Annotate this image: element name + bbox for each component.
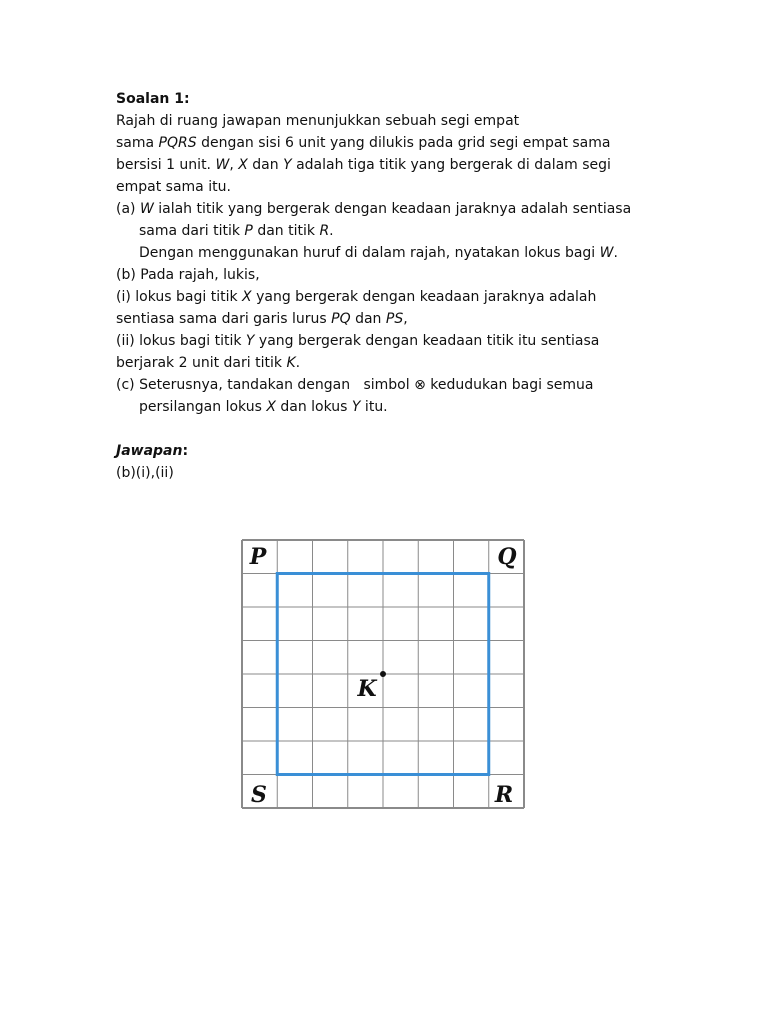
part-a-line-3: Dengan menggunakan huruf di dalam rajah, nyatakan lokus bagi W. [139,245,618,261]
part-b-ii-line-1: (ii) lokus bagi titik Y yang bergerak dengan keadaan titik itu sentiasa [116,333,600,349]
part-b-i-line-2: sentiasa sama dari garis lurus PQ dan PS, [116,311,408,327]
part-b-ii-line-2: berjarak 2 unit dari titik K. [116,355,301,371]
label-p: P [249,544,267,570]
label-r: R [494,782,514,808]
part-a-line-1: (a) W ialah titik yang bergerak dengan keadaan jaraknya adalah sentiasa [116,201,632,217]
label-k: K [357,676,377,702]
square-grid-diagram [241,539,525,809]
part-c-line-1: (c) Seterusnya, tandakan dengan simbol ⊗ kedudukan bagi semua [116,377,594,393]
point-k [380,671,386,677]
label-q: Q [497,544,517,570]
part-b-i-line-1: (i) lokus bagi titik X yang bergerak dengan keadaan jaraknya adalah [116,289,597,305]
intro-line-2: sama PQRS dengan sisi 6 unit yang dilukis pada grid segi empat sama [116,135,611,151]
part-c-line-2: persilangan lokus X dan lokus Y itu. [139,399,388,415]
intro-line-1: Rajah di ruang jawapan menunjukkan sebuah segi empat [116,113,520,129]
answer-parts: (b)(i),(ii) [116,465,174,481]
part-b-line-1: (b) Pada rajah, lukis, [116,267,260,283]
circled-times-symbol: ⊗ [414,377,426,393]
part-a-line-2: sama dari titik P dan titik R. [139,223,334,239]
grid-svg [241,539,525,809]
spacer [116,418,676,440]
intro-line-3: bersisi 1 unit. W, X dan Y adalah tiga titik yang bergerak di dalam segi [116,157,611,173]
question-heading: Soalan 1: [116,91,190,107]
answer-heading: Jawapan: [116,443,189,459]
question-text [116,88,676,484]
intro-line-4: empat sama itu. [116,179,231,195]
label-s: S [251,782,267,808]
